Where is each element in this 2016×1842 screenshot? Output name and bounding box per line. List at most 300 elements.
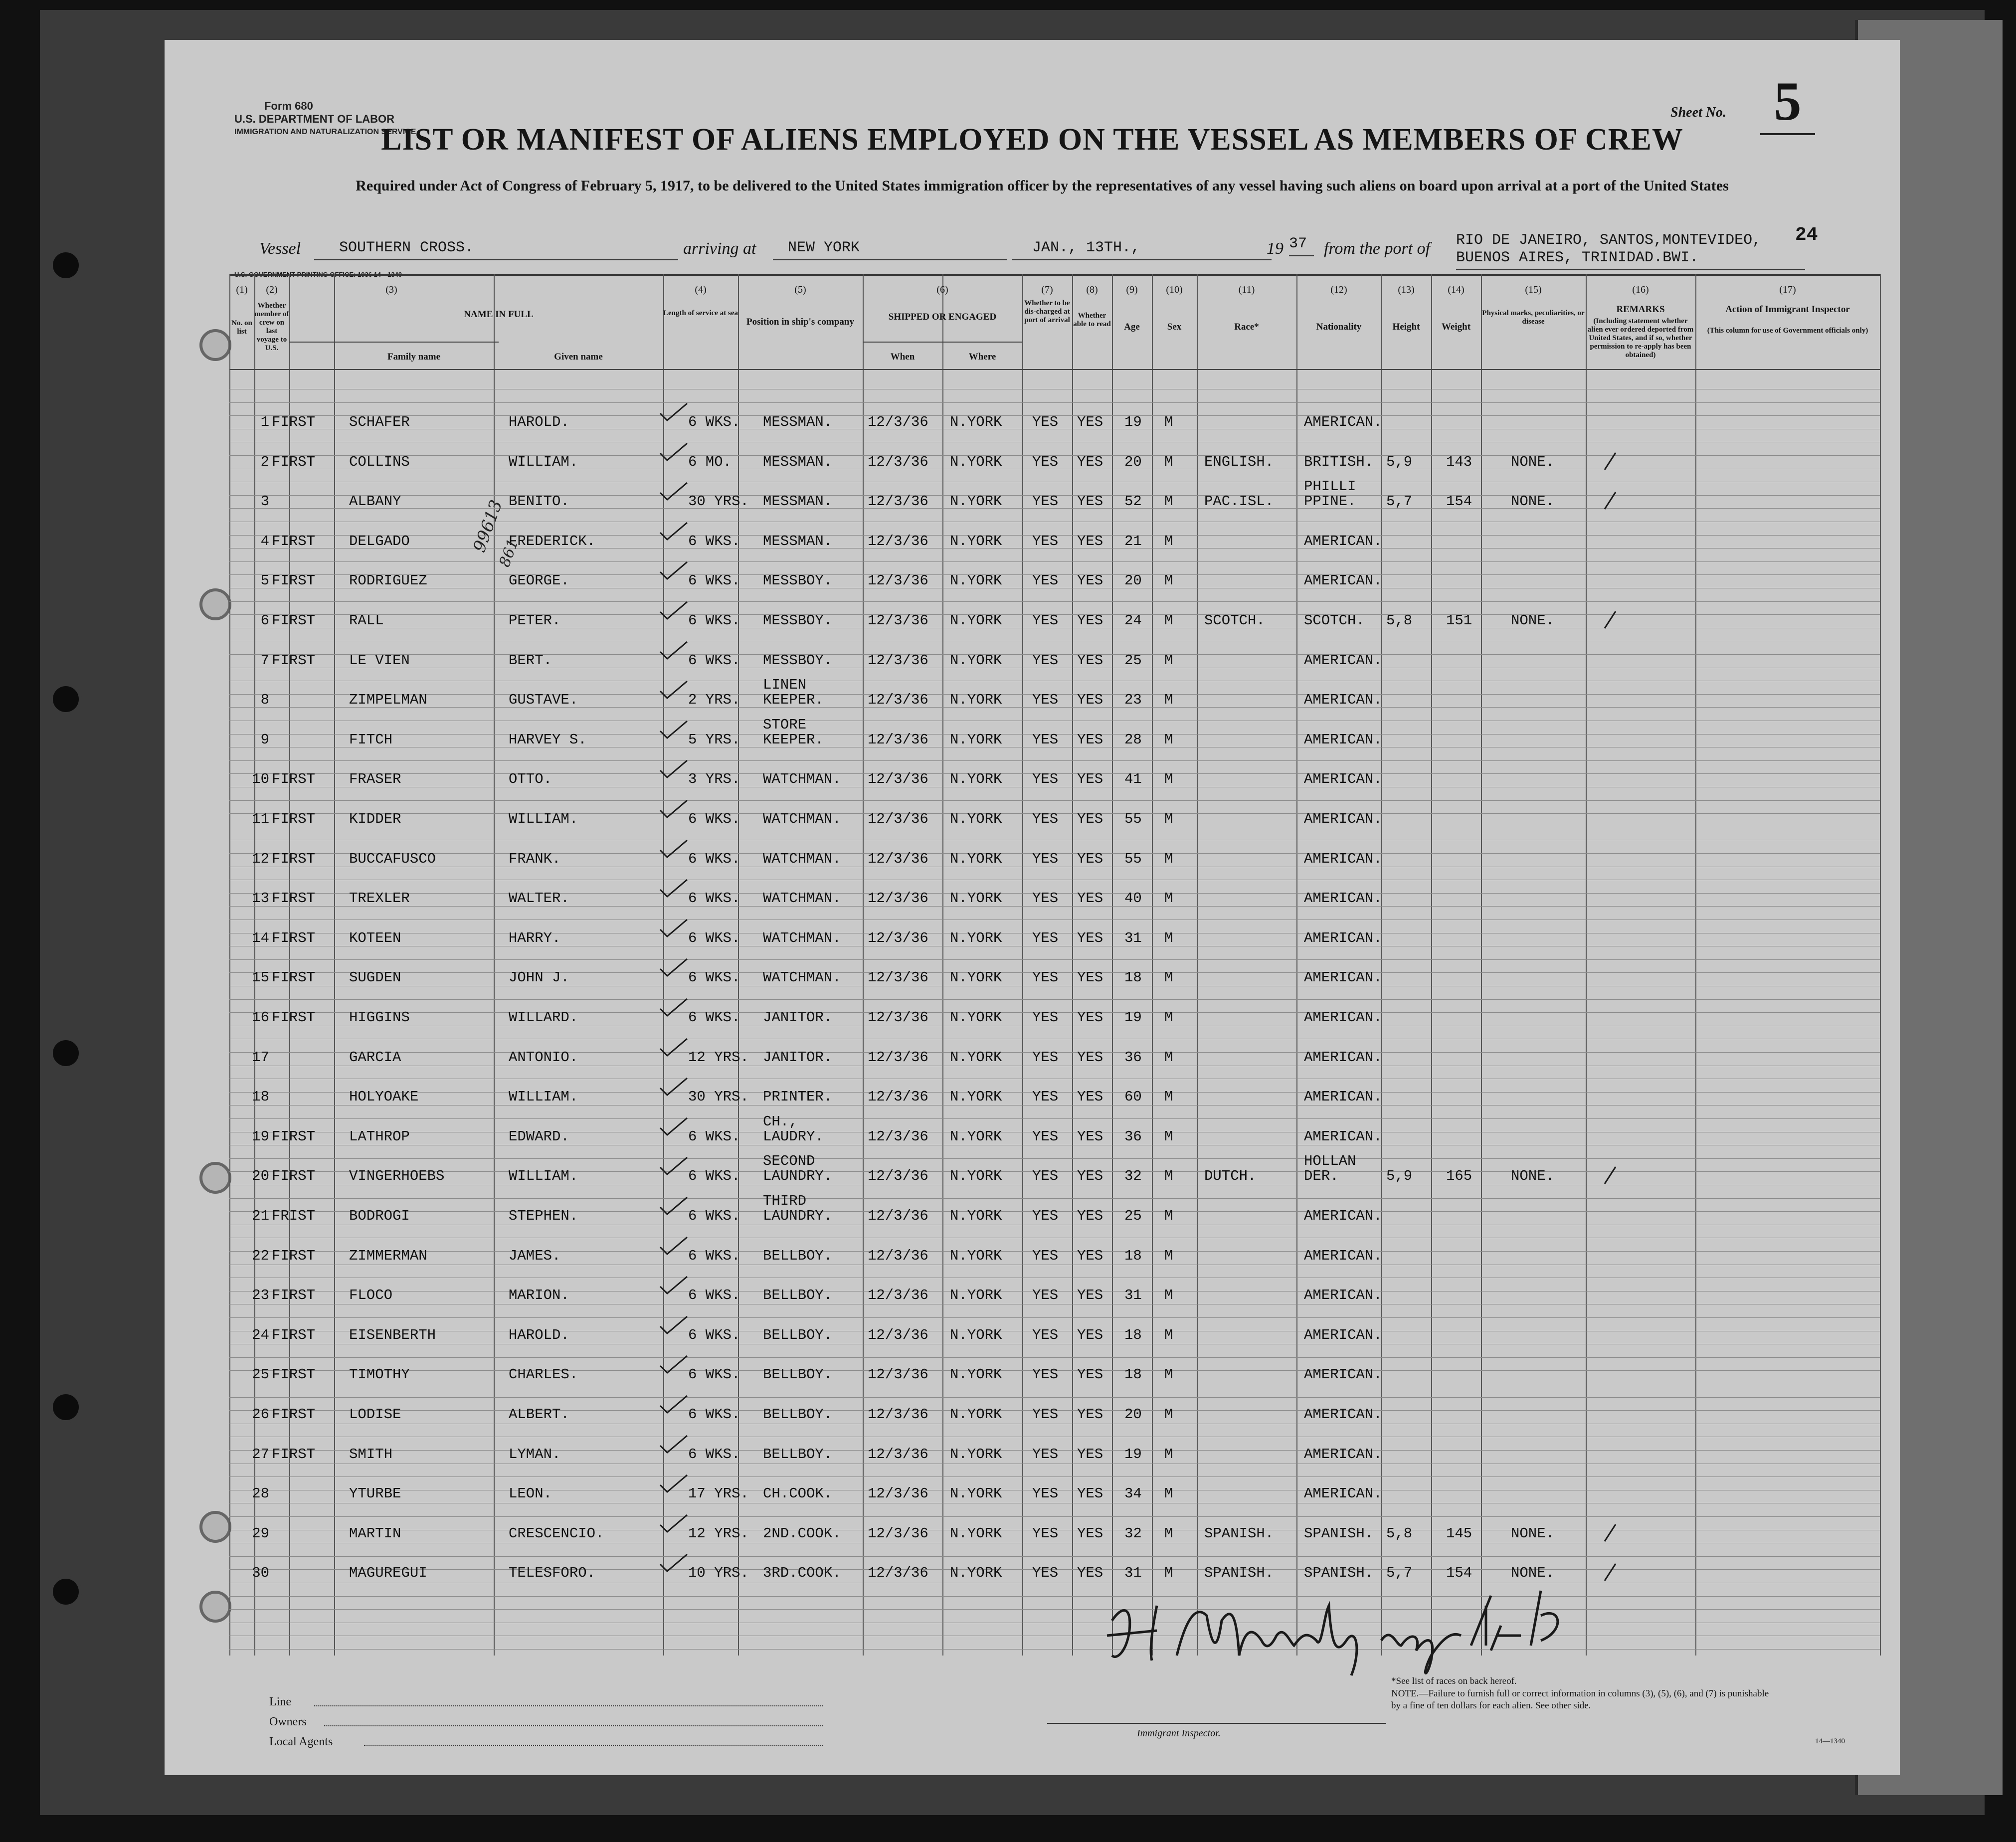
age: 60 <box>1124 1089 1142 1105</box>
family-name: FITCH <box>349 731 393 748</box>
age: 36 <box>1124 1128 1142 1145</box>
shipped-where: N.YORK <box>950 414 1002 430</box>
age: 41 <box>1124 771 1142 788</box>
shipped-where: N.YORK <box>950 1208 1002 1224</box>
ruled-line <box>229 1609 1880 1610</box>
length-of-service: 6 WKS. <box>688 533 740 550</box>
given-name: FREDERICK. <box>509 533 596 550</box>
discharged: YES <box>1032 850 1059 867</box>
ruled-line <box>229 1649 1880 1650</box>
length-of-service: 6 WKS. <box>688 1208 740 1224</box>
length-of-service: 17 YRS. <box>688 1485 749 1502</box>
header-action: Action of Immigrant Inspector <box>1725 304 1850 315</box>
family-name: HOLYOAKE <box>349 1089 419 1105</box>
shipped-when: 12/3/36 <box>868 1168 928 1185</box>
able-to-read: YES <box>1077 1247 1103 1264</box>
shipped-when: 12/3/36 <box>868 1525 928 1542</box>
prev-voyage: FIRST <box>272 850 316 867</box>
race: PAC.ISL. <box>1204 493 1274 510</box>
physical-marks: NONE. <box>1511 453 1555 470</box>
prev-voyage: FIRST <box>272 771 316 788</box>
ruled-line <box>229 1476 1880 1477</box>
position: STORE <box>763 716 807 733</box>
header-physical: Physical marks, peculiarities, or disease <box>1482 309 1585 326</box>
shipped-when: 12/3/36 <box>868 1326 928 1343</box>
departure-ports-line1: RIO DE JANEIRO, SANTOS,MONTEVIDEO, <box>1456 232 1762 249</box>
header-prev-voyage: Whether member of crew on last voyage to U.S. <box>254 302 289 352</box>
prev-voyage: FIRST <box>272 652 316 669</box>
sex: M <box>1164 890 1173 907</box>
given-name: LYMAN. <box>509 1446 561 1463</box>
able-to-read: YES <box>1077 1049 1103 1066</box>
nationality: AMERICAN. <box>1304 1406 1382 1423</box>
nationality: AMERICAN. <box>1304 1446 1382 1463</box>
arrival-year: 37 <box>1289 235 1314 256</box>
row-number: 27 <box>252 1446 269 1463</box>
family-name: MARTIN <box>349 1525 401 1542</box>
age: 28 <box>1124 731 1142 748</box>
position-line2: LAUDRY. <box>763 1128 824 1145</box>
sex: M <box>1164 1168 1173 1185</box>
row-number: 11 <box>252 811 269 827</box>
check-mark-icon <box>658 482 688 502</box>
shipped-when: 12/3/36 <box>868 1406 928 1423</box>
row-number: 9 <box>260 731 269 748</box>
given-name: BERT. <box>509 652 552 669</box>
age: 20 <box>1124 1406 1142 1423</box>
given-name: TELESFORO. <box>509 1565 596 1582</box>
check-mark-icon <box>658 799 688 819</box>
row-number: 20 <box>252 1168 269 1185</box>
weight: 154 <box>1446 493 1472 510</box>
check-mark-icon <box>658 998 688 1018</box>
discharged: YES <box>1032 1406 1059 1423</box>
column-number: (8) <box>1086 284 1098 295</box>
position: WATCHMAN. <box>763 771 841 788</box>
shipped-where: N.YORK <box>950 1406 1002 1423</box>
nationality: PHILLI <box>1304 478 1356 495</box>
age: 24 <box>1124 612 1142 629</box>
position: MESSBOY. <box>763 612 833 629</box>
ruled-line <box>229 1357 1880 1358</box>
length-of-service: 2 YRS. <box>688 692 740 709</box>
shipped-where: N.YORK <box>950 1089 1002 1105</box>
check-mark-icon <box>658 879 688 899</box>
header-weight: Weight <box>1441 322 1471 332</box>
given-name: CRESCENCIO. <box>509 1525 604 1542</box>
nationality: AMERICAN. <box>1304 1287 1382 1304</box>
nationality: AMERICAN. <box>1304 811 1382 827</box>
column-number: (11) <box>1238 284 1255 295</box>
shipped-when: 12/3/36 <box>868 414 928 430</box>
family-name: SCHAFER <box>349 414 410 430</box>
shipped-where: N.YORK <box>950 493 1002 510</box>
height: 5,9 <box>1386 1168 1413 1185</box>
position: SECOND <box>763 1153 815 1170</box>
given-name: GUSTAVE. <box>509 692 578 709</box>
header-name-in-full: NAME IN FULL <box>464 309 534 320</box>
nationality: SPANISH. <box>1304 1565 1374 1582</box>
prev-voyage: FIRST <box>272 969 316 986</box>
tick-mark-icon <box>1601 609 1631 629</box>
sex: M <box>1164 572 1173 589</box>
position: MESSBOY. <box>763 572 833 589</box>
header-family-name: Family name <box>387 352 441 362</box>
able-to-read: YES <box>1077 969 1103 986</box>
check-mark-icon <box>658 1395 688 1415</box>
physical-marks: NONE. <box>1511 1565 1555 1582</box>
shipped-when: 12/3/36 <box>868 811 928 827</box>
form-number: Form 680 <box>264 100 313 112</box>
column-number: (10) <box>1166 284 1183 295</box>
row-number: 2 <box>260 453 269 470</box>
race: DUTCH. <box>1204 1168 1257 1185</box>
shipped-when: 12/3/36 <box>868 1565 928 1582</box>
row-number: 29 <box>252 1525 269 1542</box>
able-to-read: YES <box>1077 493 1103 510</box>
given-name: MARION. <box>509 1287 569 1304</box>
column-number: (4) <box>695 284 707 295</box>
length-of-service: 6 WKS. <box>688 414 740 430</box>
ruled-line <box>229 1158 1880 1159</box>
shipped-where: N.YORK <box>950 1287 1002 1304</box>
height: 5,8 <box>1386 612 1413 629</box>
given-name: JAMES. <box>509 1247 561 1264</box>
discharged: YES <box>1032 612 1059 629</box>
given-name: WILLIAM. <box>509 1089 578 1105</box>
length-of-service: 3 YRS. <box>688 771 740 788</box>
column-number: (15) <box>1525 284 1542 295</box>
given-name: EDWARD. <box>509 1128 569 1145</box>
discharged: YES <box>1032 1089 1059 1105</box>
position-line2: LAUNDRY. <box>763 1208 833 1224</box>
weight: 151 <box>1446 612 1472 629</box>
discharged: YES <box>1032 692 1059 709</box>
age: 32 <box>1124 1525 1142 1542</box>
position: MESSMAN. <box>763 414 833 430</box>
sex: M <box>1164 533 1173 550</box>
length-of-service: 6 WKS. <box>688 612 740 629</box>
row-number: 18 <box>252 1089 269 1105</box>
sex: M <box>1164 771 1173 788</box>
length-of-service: 12 YRS. <box>688 1049 749 1066</box>
check-mark-icon <box>658 919 688 938</box>
given-name: BENITO. <box>509 493 569 510</box>
position: 3RD.COOK. <box>763 1565 841 1582</box>
shipped-where: N.YORK <box>950 453 1002 470</box>
column-number: (7) <box>1041 284 1053 295</box>
header-remarks: REMARKS <box>1616 304 1665 315</box>
discharged: YES <box>1032 1485 1059 1502</box>
able-to-read: YES <box>1077 1485 1103 1502</box>
height: 5,8 <box>1386 1525 1413 1542</box>
length-of-service: 6 WKS. <box>688 1287 740 1304</box>
nationality: AMERICAN. <box>1304 1485 1382 1502</box>
prev-voyage: FIRST <box>272 1168 316 1185</box>
given-name: WILLIAM. <box>509 811 578 827</box>
shipped-when: 12/3/36 <box>868 1247 928 1264</box>
owners-label: Owners <box>269 1715 307 1728</box>
tick-mark-icon <box>1601 451 1631 471</box>
header-nationality: Nationality <box>1316 322 1362 332</box>
tick-mark-icon <box>1601 1165 1631 1185</box>
tick-mark-icon <box>1601 1562 1631 1582</box>
position: WATCHMAN. <box>763 850 841 867</box>
physical-marks: NONE. <box>1511 612 1555 629</box>
binder-hole <box>50 683 82 715</box>
discharged: YES <box>1032 731 1059 748</box>
column-number: (6) <box>936 284 948 295</box>
weight: 154 <box>1446 1565 1472 1582</box>
column-number: (5) <box>794 284 806 295</box>
discharged: YES <box>1032 453 1059 470</box>
binder-hole <box>50 1576 82 1608</box>
able-to-read: YES <box>1077 731 1103 748</box>
row-number: 1 <box>260 414 269 430</box>
family-name: KOTEEN <box>349 929 401 946</box>
row-number: 4 <box>260 533 269 550</box>
paper-hole <box>199 1162 231 1194</box>
check-mark-icon <box>658 759 688 779</box>
check-mark-icon <box>658 1355 688 1375</box>
shipped-when: 12/3/36 <box>868 1287 928 1304</box>
able-to-read: YES <box>1077 1128 1103 1145</box>
discharged: YES <box>1032 1565 1059 1582</box>
shipped-where: N.YORK <box>950 1446 1002 1463</box>
discharged: YES <box>1032 969 1059 986</box>
age: 20 <box>1124 453 1142 470</box>
page-subtitle: Required under Act of Congress of February 5, 1917, to be delivered to the United States immigration officer by the representatives of any vessel having such aliens on board upon arrival at a port of the United States <box>356 178 1729 194</box>
age: 34 <box>1124 1485 1142 1502</box>
ruled-line <box>229 1317 1880 1318</box>
position: PRINTER. <box>763 1089 833 1105</box>
column-number: (17) <box>1779 284 1796 295</box>
length-of-service: 6 WKS. <box>688 1128 740 1145</box>
nationality: AMERICAN. <box>1304 1049 1382 1066</box>
row-number: 21 <box>252 1208 269 1224</box>
prev-voyage: FIRST <box>272 1366 316 1383</box>
nationality: AMERICAN. <box>1304 414 1382 430</box>
able-to-read: YES <box>1077 1287 1103 1304</box>
shipped-when: 12/3/36 <box>868 731 928 748</box>
check-mark-icon <box>658 720 688 740</box>
paper-hole <box>199 588 231 620</box>
given-name: GEORGE. <box>509 572 569 589</box>
able-to-read: YES <box>1077 929 1103 946</box>
check-mark-icon <box>658 1435 688 1455</box>
prev-voyage: FIRST <box>272 533 316 550</box>
header-height: Height <box>1392 322 1420 332</box>
age: 18 <box>1124 1247 1142 1264</box>
row-number: 10 <box>252 771 269 788</box>
nationality: AMERICAN. <box>1304 1009 1382 1026</box>
family-name: GARCIA <box>349 1049 401 1066</box>
discharged: YES <box>1032 1366 1059 1383</box>
length-of-service: 6 WKS. <box>688 969 740 986</box>
check-mark-icon <box>658 680 688 700</box>
able-to-read: YES <box>1077 533 1103 550</box>
ruled-line <box>229 999 1880 1000</box>
discharged: YES <box>1032 1168 1059 1185</box>
prev-voyage: FIRST <box>272 414 316 430</box>
ruled-line <box>229 1198 1880 1199</box>
sex: M <box>1164 1565 1173 1582</box>
age: 20 <box>1124 572 1142 589</box>
sheet-label: Sheet No. <box>1670 105 1726 120</box>
able-to-read: YES <box>1077 453 1103 470</box>
family-name: BODROGI <box>349 1208 410 1224</box>
tick-mark-icon <box>1601 1522 1631 1542</box>
age: 19 <box>1124 414 1142 430</box>
position: WATCHMAN. <box>763 969 841 986</box>
binder-hole <box>50 1037 82 1069</box>
sex: M <box>1164 1089 1173 1105</box>
nationality: AMERICAN. <box>1304 969 1382 986</box>
row-number: 8 <box>260 692 269 709</box>
sex: M <box>1164 1366 1173 1383</box>
owners-field <box>324 1725 823 1726</box>
shipped-when: 12/3/36 <box>868 453 928 470</box>
check-mark-icon <box>658 839 688 859</box>
sex: M <box>1164 453 1173 470</box>
nationality: AMERICAN. <box>1304 533 1382 550</box>
able-to-read: YES <box>1077 1009 1103 1026</box>
ruled-line <box>229 1596 1880 1597</box>
sex: M <box>1164 692 1173 709</box>
sex: M <box>1164 1009 1173 1026</box>
check-mark-icon <box>658 1276 688 1295</box>
position: MESSMAN. <box>763 493 833 510</box>
inspector-signature <box>1102 1586 1601 1685</box>
able-to-read: YES <box>1077 1089 1103 1105</box>
given-name: OTTO. <box>509 771 552 788</box>
ruled-line <box>229 402 1880 403</box>
ruled-line <box>229 1397 1880 1398</box>
length-of-service: 6 WKS. <box>688 1406 740 1423</box>
header-discharged: Whether to be dis-charged at port of arrival <box>1024 299 1070 324</box>
ruled-line <box>229 1516 1880 1517</box>
position: MESSMAN. <box>763 533 833 550</box>
position: CH., <box>763 1113 798 1130</box>
sex: M <box>1164 1406 1173 1423</box>
family-name: EISENBERTH <box>349 1326 436 1343</box>
family-name: FRASER <box>349 771 401 788</box>
sex: M <box>1164 493 1173 510</box>
nationality: AMERICAN. <box>1304 1208 1382 1224</box>
ruled-line <box>229 1118 1880 1119</box>
shipped-when: 12/3/36 <box>868 1208 928 1224</box>
prev-voyage: FIRST <box>272 1247 316 1264</box>
physical-marks: NONE. <box>1511 1525 1555 1542</box>
nationality: AMERICAN. <box>1304 929 1382 946</box>
shipped-where: N.YORK <box>950 929 1002 946</box>
sex: M <box>1164 652 1173 669</box>
year-prefix: 19 <box>1267 239 1283 258</box>
family-name: ZIMMERMAN <box>349 1247 427 1264</box>
weight: 165 <box>1446 1168 1472 1185</box>
position: BELLBOY. <box>763 1247 833 1264</box>
row-number: 6 <box>260 612 269 629</box>
able-to-read: YES <box>1077 1208 1103 1224</box>
family-name: SUGDEN <box>349 969 401 986</box>
age: 36 <box>1124 1049 1142 1066</box>
length-of-service: 6 WKS. <box>688 890 740 907</box>
check-mark-icon <box>658 1196 688 1216</box>
height: 5,9 <box>1386 453 1413 470</box>
family-name: TIMOTHY <box>349 1366 410 1383</box>
row-number: 13 <box>252 890 269 907</box>
shipped-where: N.YORK <box>950 612 1002 629</box>
shipped-where: N.YORK <box>950 533 1002 550</box>
check-mark-icon <box>658 442 688 462</box>
sex: M <box>1164 1208 1173 1224</box>
age: 18 <box>1124 1326 1142 1343</box>
given-name: PETER. <box>509 612 561 629</box>
family-name: SMITH <box>349 1446 393 1463</box>
position: 2ND.COOK. <box>763 1525 841 1542</box>
check-mark-icon <box>658 601 688 621</box>
prev-voyage: FIRST <box>272 612 316 629</box>
sex: M <box>1164 1525 1173 1542</box>
given-name: STEPHEN. <box>509 1208 578 1224</box>
nationality: HOLLAN <box>1304 1153 1356 1170</box>
able-to-read: YES <box>1077 1326 1103 1343</box>
family-name: LODISE <box>349 1406 401 1423</box>
given-name: HARRY. <box>509 929 561 946</box>
able-to-read: YES <box>1077 1446 1103 1463</box>
discharged: YES <box>1032 493 1059 510</box>
shipped-subheader-divider <box>863 342 1022 343</box>
height: 5,7 <box>1386 493 1413 510</box>
length-of-service: 6 WKS. <box>688 652 740 669</box>
nationality: AMERICAN. <box>1304 572 1382 589</box>
physical-marks: NONE. <box>1511 493 1555 510</box>
sex: M <box>1164 1128 1173 1145</box>
position: CH.COOK. <box>763 1485 833 1502</box>
family-name: ALBANY <box>349 493 401 510</box>
row-number: 17 <box>252 1049 269 1066</box>
prev-voyage: FIRST <box>272 811 316 827</box>
local-agents-field <box>364 1745 823 1746</box>
ruled-line <box>229 601 1880 602</box>
height: 5,7 <box>1386 1565 1413 1582</box>
sex: M <box>1164 731 1173 748</box>
inspector-label: Immigrant Inspector. <box>1137 1728 1221 1739</box>
binder-hole <box>50 249 82 281</box>
prev-voyage: FIRST <box>272 453 316 470</box>
sex: M <box>1164 1485 1173 1502</box>
departure-ports-line2: BUENOS AIRES, TRINIDAD.BWI. <box>1456 249 1805 270</box>
from-port-label: from the port of <box>1324 239 1431 258</box>
row-number: 26 <box>252 1406 269 1423</box>
header-sex: Sex <box>1167 322 1182 332</box>
discharged: YES <box>1032 1009 1059 1026</box>
age: 21 <box>1124 533 1142 550</box>
check-mark-icon <box>658 958 688 978</box>
sex: M <box>1164 612 1173 629</box>
shipped-when: 12/3/36 <box>868 692 928 709</box>
penalty-note: NOTE.—Failure to furnish full or correct information in columns (3), (5), (6), and (7) is punishable by a fine of ten dollars for each alien. See other side. <box>1391 1688 1769 1711</box>
length-of-service: 30 YRS. <box>688 493 749 510</box>
given-name: HAROLD. <box>509 1326 569 1343</box>
discharged: YES <box>1032 1446 1059 1463</box>
length-of-service: 6 WKS. <box>688 1009 740 1026</box>
family-name: MAGUREGUI <box>349 1565 427 1582</box>
check-mark-icon <box>658 1514 688 1534</box>
family-name: RALL <box>349 612 384 629</box>
prev-voyage: FIRST <box>272 1128 316 1145</box>
shipped-when: 12/3/36 <box>868 1366 928 1383</box>
